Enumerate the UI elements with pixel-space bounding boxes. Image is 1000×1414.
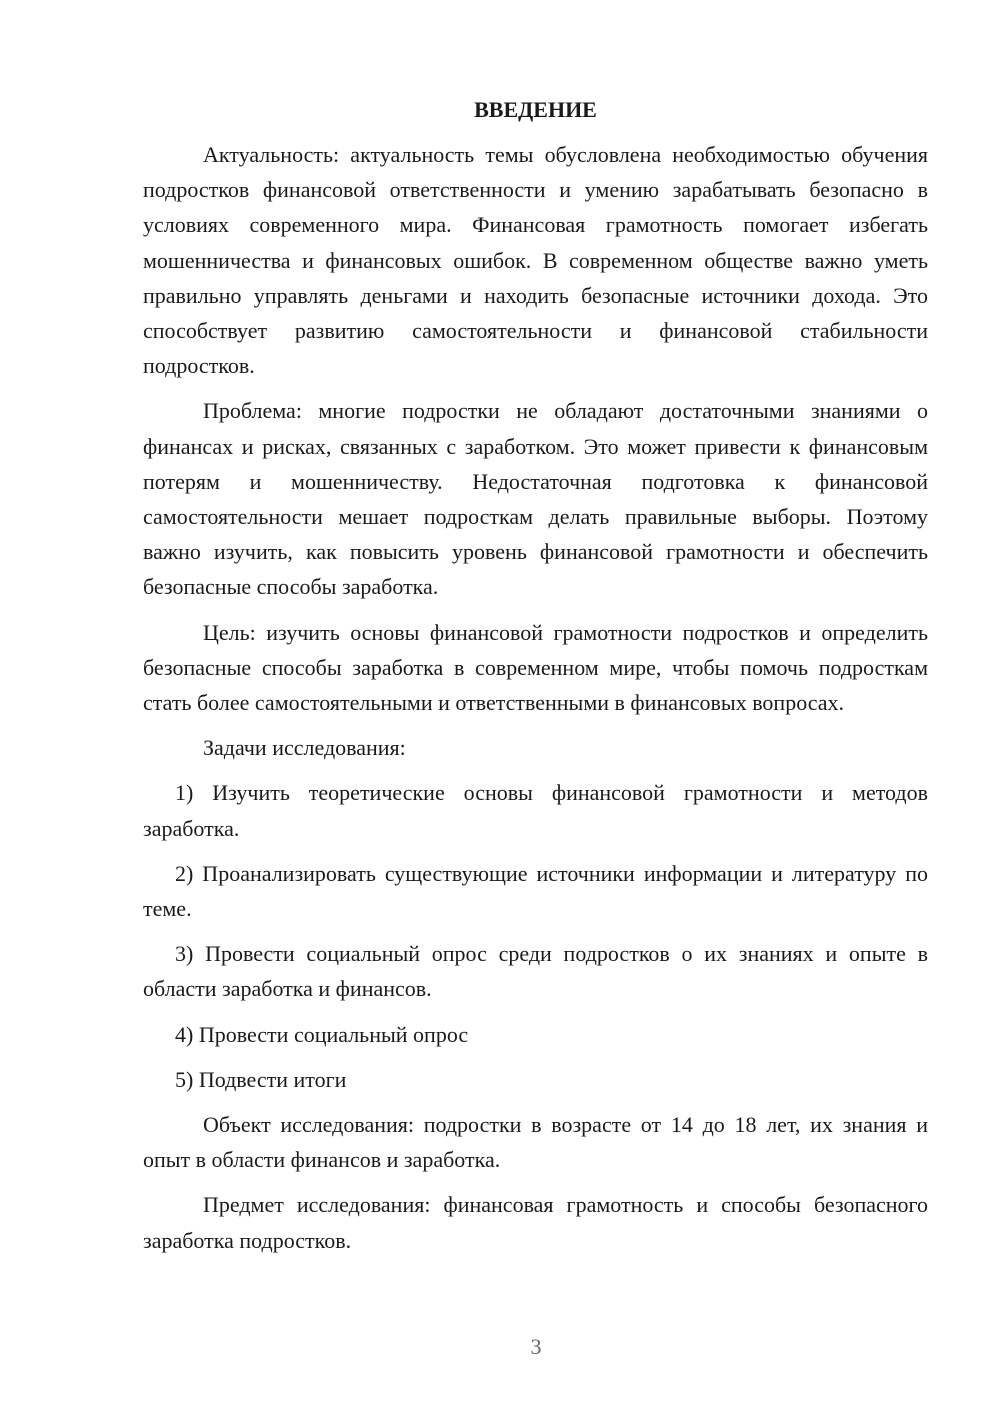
goal-paragraph: Цель: изучить основы финансовой грамотности подростков и определить безопасные способы заработка в современном мире, чтобы помочь подросткам стать более самостоятельными и ответственными в финансовых вопросах. bbox=[143, 619, 928, 716]
page-number: 3 bbox=[530, 1334, 542, 1359]
document-page bbox=[143, 92, 928, 1268]
tasks-title: Задачи исследования: bbox=[203, 735, 406, 761]
subject-paragraph: Предмет исследования: финансовая грамотность и способы безопасного заработка подростков. bbox=[143, 1192, 928, 1253]
object-paragraph: Объект исследования: подростки в возрасте от 14 до 18 лет, их знания и опыт в области финансов и заработка. bbox=[143, 1112, 928, 1173]
page-title: ВВЕДЕНИЕ bbox=[474, 97, 597, 122]
task-item-4: 4) Провести социальный опрос bbox=[175, 1021, 469, 1047]
task-item-2: 2) Проанализировать существующие источники информации и литературу по теме. bbox=[143, 860, 928, 922]
problem-paragraph: Проблема: многие подростки не обладают достаточными знаниями о финансах и рисках, связанных с заработком. Это может привести к финансовым потерям и мошенничеству. Недостаточная подготовка к финансовой самостоятельности мешает подросткам делать правильные выборы. Поэтому важно изучить, как повысить уровень финансовой грамотности и обеспечить безопасные способы заработка. bbox=[143, 398, 928, 600]
relevance-paragraph: Актуальность: актуальность темы обусловлена необходимостью обучения подростков финансовой ответственности и умению зарабатывать безопасно в условиях современного мира. Финансовая грамотность помогает избегать мошенничества и финансовых ошибок. В современном обществе важно уметь правильно управлять деньгами и находить безопасные источники дохода. Это способствует развитию самостоятельности и финансовой стабильности подростков. bbox=[143, 142, 928, 379]
task-item-5: 5) Подвести итоги bbox=[175, 1066, 347, 1092]
task-item-1: 1) Изучить теоретические основы финансовой грамотности и методов заработка. bbox=[143, 780, 928, 841]
task-item-3: 3) Провести социальный опрос среди подростков о их знаниях и опыте в области заработка и финансов. bbox=[143, 941, 928, 1002]
